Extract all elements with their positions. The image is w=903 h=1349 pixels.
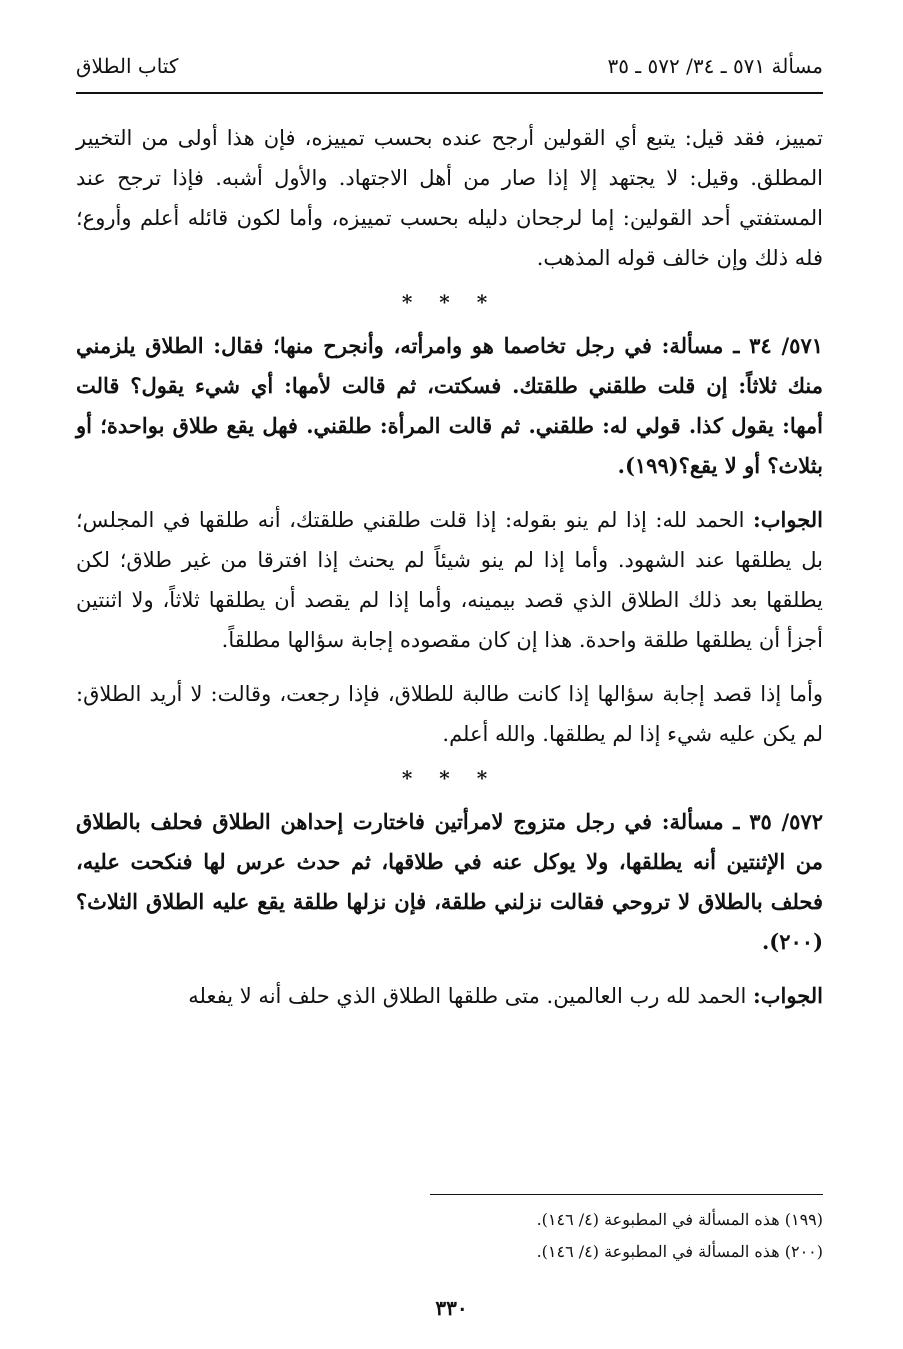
question-571: ٥٧١/ ٣٤ ـ مسألة: في رجل تخاصما هو وامرأته، وأنجرح منها؛ فقال: الطلاق يلزمني منك ثلاثاً: إن قلت طلقني طلقتك. فسكتت، ثم قالت لأمها: أي شيء يقول؟ قالت أمها: يقول كذا. قولي له: طلقني. ثم قالت المرأة: طلقني. فهل يقع طلاق بواحدة؛ أو بثلاث؟ أو لا يقع؟(١٩٩). — [76, 333, 824, 478]
section-separator: * * * — [401, 766, 498, 790]
answer-label: الجواب: — [753, 983, 823, 1008]
footnote-200: (٢٠٠) هذه المسألة في المطبوعة (٤/ ١٤٦). — [536, 1242, 823, 1261]
question-572: ٥٧٢/ ٣٥ ـ مسألة: في رجل متزوج لامرأتين فاختارت إحداهن الطلاق فحلف بالطلاق من الإثنتين أنه يطلقها، ولا يوكل عنه في طلاقها، ثم حدث عرس لها فنكحت عليه، فحلف بالطلاق لا تروحي فقالت نزلني طلقة، فإن نزلها طلقة يقع عليه الطلاق الثلاث؟(٢٠٠). — [76, 809, 823, 954]
main-text — [76, 118, 823, 1016]
section-separator: * * * — [401, 290, 498, 314]
spacer — [76, 486, 823, 500]
spacer — [76, 962, 823, 976]
footnote-divider — [430, 1194, 823, 1195]
running-header — [76, 50, 823, 90]
answer-text: الحمد لله: إذا لم ينو بقوله: إذا قلت طلقني طلقتك، أنه طلقها في المجلس؛ بل يطلقها عند الشهود. وأما إذا لم ينو شيئاً لم يحنث إذا افترقا من غير طلاق؛ لكن يطلقها بعد ذلك الطلاق الذي قصد بيمينه، وأما إذا لم يقصد أن يطلقها ثلاثاً، ولا اثنتين أجزأ أن يطلقها طلقة واحدة. هذا إن كان مقصوده إجابة سؤالها مطلقاً. — [76, 508, 823, 652]
answer-text: الحمد لله رب العالمين. متى طلقها الطلاق الذي حلف أنه لا يفعله — [188, 984, 753, 1008]
header-book-title: كتاب الطلاق — [76, 54, 179, 78]
paragraph-continuation: تمييز، فقد قيل: يتبع أي القولين أرجح عنده بحسب تمييزه، فإن هذا أولى من التخيير المطلق. وقيل: لا يجتهد إلا إذا صار من أهل الاجتهاد. والأول أشبه. فإذا ترجح عند المستفتي أحد القولين: إما لرجحان دليله بحسب تمييزه، وأما لكون قائله أعلم وأروع؛ فله ذلك وإن خالف قوله المذهب. — [76, 126, 823, 270]
footnote-199: (١٩٩) هذه المسألة في المطبوعة (٤/ ١٤٦). — [536, 1210, 823, 1229]
footnotes — [76, 1204, 823, 1268]
answer-571 — [76, 500, 823, 660]
answer-label: الجواب: — [753, 507, 823, 532]
spacer — [76, 660, 823, 674]
page-number: ٣٣٠ — [435, 1296, 468, 1320]
header-section-title: مسألة ٥٧١ ـ ٣٤/ ٥٧٢ ـ ٣٥ — [607, 54, 823, 78]
answer-572 — [76, 976, 823, 1016]
header-divider — [76, 92, 823, 94]
paragraph-answer-continuation: وأما إذا قصد إجابة سؤالها إذا كانت طالبة للطلاق، فإذا رجعت، وقالت: لا أريد الطلاق: لم يكن عليه شيء إذا لم يطلقها. والله أعلم. — [76, 682, 823, 746]
